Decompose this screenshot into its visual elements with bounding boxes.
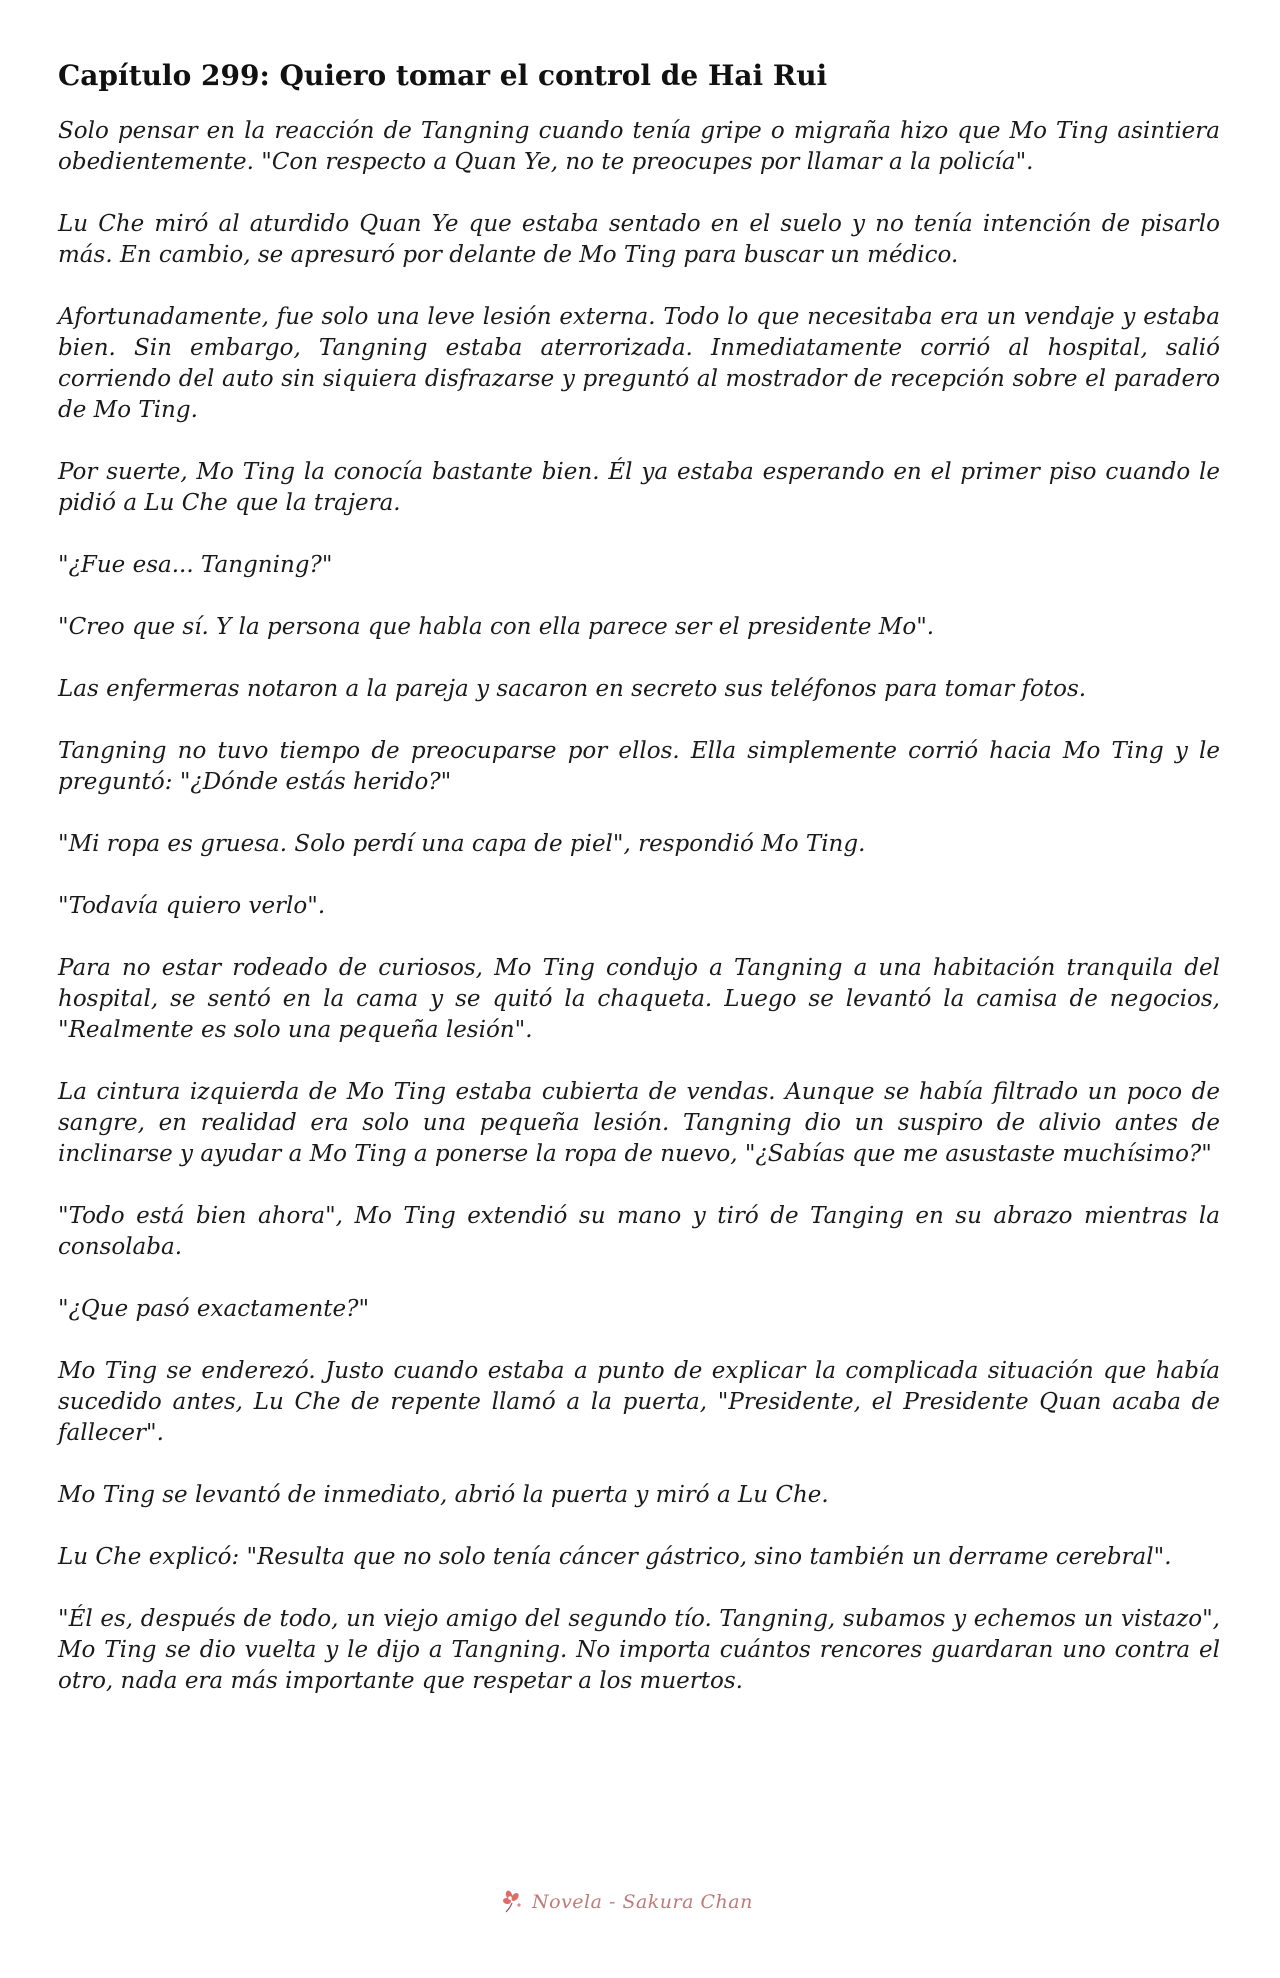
chapter-title: Capítulo 299: Quiero tomar el control de Hai Rui — [58, 59, 828, 92]
paragraph: Por suerte, Mo Ting la conocía bastante bien. Él ya estaba esperando en el primer piso cuando le pidió a Lu Che que la trajera. — [58, 459, 1220, 516]
paragraph: Para no estar rodeado de curiosos, Mo Ting condujo a Tangning a una habitación tranquila del hospital, se sentó en la cama y se quitó la chaqueta. Luego se levantó la camisa de negocios, "Realmente es solo una pequeña lesión". — [58, 955, 1220, 1043]
paragraph: "Creo que sí. Y la persona que habla con ella parece ser el presidente Mo". — [58, 614, 935, 640]
paragraph: Lu Che explicó: "Resulta que no solo tenía cáncer gástrico, sino también un derrame cerebral". — [58, 1544, 1172, 1570]
paragraph: Afortunadamente, fue solo una leve lesión externa. Todo lo que necesitaba era un vendaje y estaba bien. Sin embargo, Tangning estaba aterrorizada. Inmediatamente corrió al hospital, salió corriendo del auto sin siquiera disfrazarse y preguntó al mostrador de recepción sobre el paradero de Mo Ting. — [58, 304, 1220, 423]
sakura-flower-icon — [500, 1889, 526, 1915]
paragraph: La cintura izquierda de Mo Ting estaba cubierta de vendas. Aunque se había filtrado un poco de sangre, en realidad era solo una pequeña lesión. Tangning dio un suspiro de alivio antes de inclinarse y ayudar a Mo Ting a ponerse la ropa de nuevo, "¿Sabías que me asustaste muchísimo?" — [58, 1079, 1220, 1167]
paragraph: Solo pensar en la reacción de Tangning cuando tenía gripe o migraña hizo que Mo Ting asintiera obedientemente. "Con respecto a Quan Ye, no te preocupes por llamar a la policía". — [58, 118, 1220, 175]
paragraph: "Mi ropa es gruesa. Solo perdí una capa de piel", respondió Mo Ting. — [58, 831, 866, 857]
paragraph: Lu Che miró al aturdido Quan Ye que estaba sentado en el suelo y no tenía intención de pisarlo más. En cambio, se apresuró por delante de Mo Ting para buscar un médico. — [58, 211, 1220, 268]
chapter-page — [58, 56, 1220, 1728]
watermark-text: Novela - Sakura Chan — [532, 1891, 753, 1913]
paragraph: "Todo está bien ahora", Mo Ting extendió su mano y tiró de Tanging en su abrazo mientras la consolaba. — [58, 1203, 1220, 1260]
paragraph: Las enfermeras notaron a la pareja y sacaron en secreto sus teléfonos para tomar fotos. — [58, 676, 1087, 702]
paragraph: Tangning no tuvo tiempo de preocuparse por ellos. Ella simplemente corrió hacia Mo Ting y le preguntó: "¿Dónde estás herido?" — [58, 738, 1220, 795]
watermark — [500, 1885, 780, 1919]
paragraph: "¿Fue esa... Tangning?" — [58, 552, 333, 578]
paragraph: "Él es, después de todo, un viejo amigo del segundo tío. Tangning, subamos y echemos un vistazo", Mo Ting se dio vuelta y le dijo a Tangning. No importa cuántos rencores guardaran uno contra el otro, nada era más importante que respetar a los muertos. — [58, 1606, 1220, 1694]
paragraph: "¿Que pasó exactamente?" — [58, 1296, 370, 1322]
chapter-body — [58, 116, 1220, 1697]
paragraph: Mo Ting se levantó de inmediato, abrió la puerta y miró a Lu Che. — [58, 1482, 829, 1508]
paragraph: "Todavía quiero verlo". — [58, 893, 326, 919]
paragraph: Mo Ting se enderezó. Justo cuando estaba a punto de explicar la complicada situación que había sucedido antes, Lu Che de repente llamó a la puerta, "Presidente, el Presidente Quan acaba de fallecer". — [58, 1358, 1220, 1446]
